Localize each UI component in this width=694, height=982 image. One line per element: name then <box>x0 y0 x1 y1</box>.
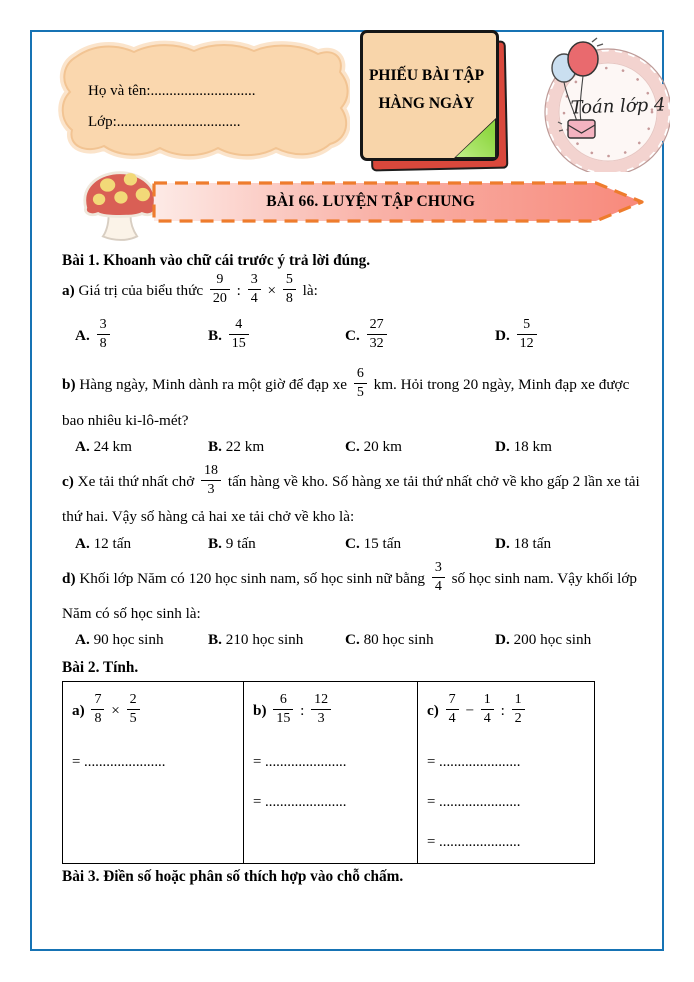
expression: c) $\frac{7}{4}$ − $\frac{1}{4}$ : $\frac{1}{2}$ <box>427 692 588 731</box>
question-a-prompt: a) Giá trị của biểu thức $\frac{9}{20}$ : $\frac{3}{4}$ × $\frac{5}{8}$ là: <box>62 272 318 307</box>
answer-line: = ...................... <box>427 834 521 851</box>
fraction: $\frac{6}{15}$ <box>273 692 293 727</box>
exercise-2-title: Bài 2. Tính. <box>62 659 139 677</box>
answer-lines <box>427 754 588 851</box>
student-info-text <box>88 76 255 138</box>
option-a: A. 24 km <box>75 437 132 455</box>
expression: a) $\frac{7}{8}$ × $\frac{2}{5}$ <box>72 692 237 731</box>
question-d-options <box>62 631 642 649</box>
student-info-box <box>52 38 350 166</box>
badge-label: Toán lớp 4 <box>570 94 666 119</box>
exercise-3-title: Bài 3. Điền số hoặc phân số thích hợp vào chỗ chấm. <box>62 868 404 886</box>
option-a: A. 90 học sinh <box>75 631 164 649</box>
option-b: B. 22 km <box>208 437 265 455</box>
fraction: $\frac{5}{12}$ <box>517 317 537 352</box>
option-b: B. 210 học sinh <box>208 631 304 649</box>
question-b-options <box>62 438 642 456</box>
fraction: $\frac{27}{32}$ <box>367 317 387 352</box>
answer-lines <box>253 754 411 811</box>
option-d: D. 18 tấn <box>495 534 552 552</box>
worksheet-content <box>62 36 666 886</box>
calculation-table <box>62 681 595 864</box>
note-title-line2: HÀNG NGÀY <box>378 95 475 112</box>
answer-line: = ...................... <box>253 754 347 771</box>
student-name-field: Họ và tên:............................ <box>88 83 256 99</box>
question-c-options <box>62 535 642 553</box>
fraction: $\frac{3}{8}$ <box>97 317 110 352</box>
option-b: B. 9 tấn <box>208 534 256 552</box>
fraction: $\frac{12}{3}$ <box>311 692 331 727</box>
answer-line: = ...................... <box>427 794 521 811</box>
answer-lines <box>72 754 237 771</box>
fraction: $\frac{7}{8}$ <box>91 692 104 727</box>
lesson-title: BÀI 66. LUYỆN TẬP CHUNG <box>266 193 476 210</box>
fraction: $\frac{5}{8}$ <box>283 272 296 307</box>
fraction: $\frac{4}{15}$ <box>229 317 249 352</box>
grade-badge <box>530 36 670 172</box>
question-d-prompt: d) Khối lớp Năm có 120 học sinh nam, số học sinh nữ bằng $\frac{3}{4}$ số học sinh nam. Vậy khối lớp Năm có số học sinh là: <box>62 559 637 622</box>
question-a-options <box>62 317 642 356</box>
option-a: A. $\frac{3}{8}$ <box>75 317 208 356</box>
option-d: D. $\frac{5}{12}$ <box>495 317 642 356</box>
question-b-prompt: b) Hàng ngày, Minh dành ra một giờ để đạp xe $\frac{6}{5}$ km. Hỏi trong 20 ngày, Minh đạp xe được bao nhiêu ki-lô-mét? <box>62 366 630 429</box>
option-c: C. $\frac{27}{32}$ <box>345 317 495 356</box>
fraction: $\frac{9}{20}$ <box>210 272 230 307</box>
fraction: $\frac{3}{4}$ <box>248 272 261 307</box>
fraction: $\frac{1}{4}$ <box>481 692 494 727</box>
student-class-field: Lớp:................................. <box>88 114 241 130</box>
calc-cell-b <box>244 682 418 863</box>
option-d: D. 200 học sinh <box>495 631 592 649</box>
answer-line: = ...................... <box>72 754 166 771</box>
exercise-1-title: Bài 1. Khoanh vào chữ cái trước ý trả lời đúng. <box>62 252 371 269</box>
fraction: $\frac{3}{4}$ <box>432 560 445 595</box>
fraction: $\frac{7}{4}$ <box>446 692 459 727</box>
option-c: C. 15 tấn <box>345 534 402 552</box>
lesson-banner-row <box>62 166 642 242</box>
option-d: D. 18 km <box>495 437 552 455</box>
calc-cell-c <box>418 682 594 863</box>
note-title-line1: PHIẾU BÀI TẬP <box>368 67 485 84</box>
option-b: B. $\frac{4}{15}$ <box>208 317 345 356</box>
worksheet-header <box>62 36 666 166</box>
fraction: $\frac{1}{2}$ <box>512 692 525 727</box>
question-c-prompt: c) Xe tải thứ nhất chở $\frac{18}{3}$ tấn hàng về kho. Số hàng xe tải thứ nhất chở về kho gấp 2 lần xe tải thứ hai. Vậy số hàng cả hai xe tải chở về kho là: <box>62 462 640 526</box>
answer-line: = ...................... <box>253 794 347 811</box>
option-a: A. 12 tấn <box>75 534 132 552</box>
expression: b) $\frac{6}{15}$ : $\frac{12}{3}$ <box>253 692 411 731</box>
fraction: $\frac{2}{5}$ <box>127 692 140 727</box>
fraction: $\frac{18}{3}$ <box>201 463 221 498</box>
option-c: C. 20 km <box>345 437 402 455</box>
answer-line: = ...................... <box>427 754 521 771</box>
lesson-banner <box>150 178 646 226</box>
option-c: C. 80 học sinh <box>345 631 434 649</box>
worksheet-note <box>360 30 501 170</box>
fraction: $\frac{6}{5}$ <box>354 366 367 401</box>
note-title <box>360 62 493 118</box>
calc-cell-a <box>63 682 244 863</box>
